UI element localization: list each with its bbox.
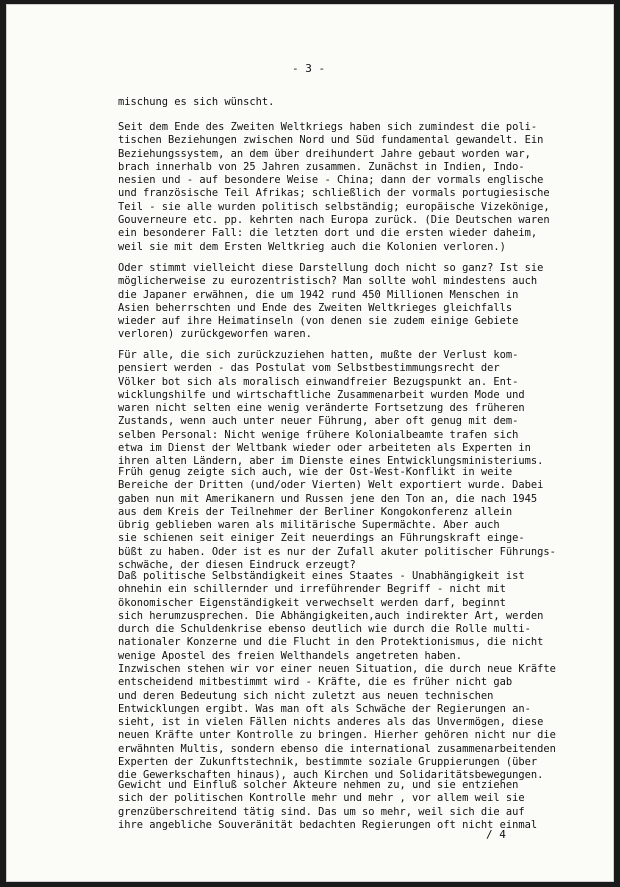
text-line: Oder stimmt vielleicht diese Darstellung doch nicht so ganz? Ist sie <box>118 262 544 274</box>
paragraph <box>118 262 596 342</box>
text-line: brach innerhalb von 25 Jahren zusammen. Zunächst in Indien, Indo- <box>118 160 525 173</box>
paragraph <box>118 349 596 469</box>
text-line: ökonomischer Eigenständigkeit verwechselt werden darf, beginnt <box>118 596 506 609</box>
text-line: selben Personal: Nicht wenige frühere Kolonialbeamte trafen sich <box>118 428 519 441</box>
text-line: ein besonderer Fall: die letzten dort und die ersten wieder daheim, <box>118 227 538 240</box>
text-line: Völker bot sich als moralisch einwandfreier Bezugspunkt an. Ent- <box>118 375 519 388</box>
text-line: entscheidend mitbestimmt wird - Kräfte, die es früher nicht gab <box>118 676 513 689</box>
paragraph <box>118 779 596 832</box>
text-line: Asien beherrschten und Ende des Zweiten Weltkrieges gleichfalls <box>118 301 513 314</box>
continuation-marker: / 4 <box>486 828 506 841</box>
text-line: gaben nun mit Amerikanern und Russen jene den Ton an, die nach 1945 <box>118 492 538 505</box>
text-line: Daß politische Selbständigkeit eines Staates - Unabhängigkeit ist <box>118 570 525 582</box>
text-line: ohnehin ein schillernder und irreführender Begriff - nicht mit <box>118 583 506 596</box>
text-line: und französische Teil Afrikas; schließlich der vormals portugiesische <box>118 187 550 200</box>
text-line: die Japaner erwähnen, die um 1942 rund 450 Millionen Menschen in <box>118 288 519 301</box>
text-line: ihren alten Ländern, aber im Dienste eines Entwicklungsministeriums. <box>118 455 544 468</box>
text-line: nesien und - auf besondere Weise - China; dann der vormals englische <box>118 174 544 187</box>
paragraph <box>118 466 596 572</box>
text-line: Früh genug zeigte sich auch, wie der Ost-West-Konflikt in weite <box>118 466 513 478</box>
text-line: Zustands, wenn auch unter neuer Führung, aber oft genug mit dem- <box>118 415 519 428</box>
paragraph <box>118 121 596 254</box>
document-page <box>6 4 614 882</box>
text-line: Gewicht und Einfluß solcher Akteure nehmen zu, und sie entziehen <box>118 779 519 791</box>
paragraph <box>118 96 596 109</box>
text-line: Experten der Zukunftstechnik, bestimmte soziale Gruppierungen (über <box>118 756 538 769</box>
text-line: die Gewerkschaften hinaus), auch Kirchen und Solidaritätsbewegungen. <box>118 769 544 782</box>
text-line: und deren Bedeutung sich nicht zuletzt aus neuen technischen <box>118 689 494 702</box>
paragraph <box>118 663 596 783</box>
text-line: wieder auf ihre Heimatinseln (von denen sie zudem einige Gebiete <box>118 315 519 328</box>
paragraph <box>118 570 596 663</box>
text-line: grenzüberschreitend tätig sind. Das um so mehr, weil sich die auf <box>118 805 525 818</box>
text-line: ihre angebliche Souveränität bedachten Regierungen oft nicht einmal <box>118 818 538 831</box>
text-line: pensiert werden - das Postulat vom Selbstbestimmungsrecht der <box>118 362 500 375</box>
text-line: Entwicklungen ergibt. Was man oft als Schwäche der Regierungen an- <box>118 702 531 715</box>
text-line: verloren) zurückgeworfen waren. <box>118 328 312 341</box>
text-line: Für alle, die sich zurückzuziehen hatten, mußte der Verlust kom- <box>118 349 519 361</box>
text-line: waren nicht selten eine wenig veränderte Fortsetzung des früheren <box>118 402 525 415</box>
text-line: Seit dem Ende des Zweiten Weltkriegs haben sich zumindest die poli- <box>118 121 538 133</box>
text-line: Bereiche der Dritten (und/oder Vierten) Welt exportiert wurde. Dabei <box>118 479 544 492</box>
text-line: sieht, ist in vielen Fällen nichts anderes als das Unvermögen, diese <box>118 716 544 729</box>
text-line: aus dem Kreis der Teilnehmer der Berliner Kongokonferenz allein <box>118 505 513 518</box>
text-line: sich herumzusprechen. Die Abhängigkeiten,auch indirekter Art, werden <box>118 609 544 622</box>
text-line: möglicherweise zu eurozentristisch? Man sollte wohl mindestens auch <box>118 275 538 288</box>
text-line: wenige Apostel des freien Welthandels angetreten haben. <box>118 649 463 662</box>
text-line: durch die Schuldenkrise ebenso deutlich wie durch die Rolle multi- <box>118 623 531 636</box>
text-line: sich der politischen Kontrolle mehr und mehr , vor allem weil sie <box>118 792 525 805</box>
text-line: nationaler Konzerne und die Flucht in den Protektionismus, die nicht <box>118 636 544 649</box>
text-line: übrig geblieben waren als militärische Supermächte. Aber auch <box>118 519 500 532</box>
text-line: schwäche, der diesen Eindruck erzeugt? <box>118 559 356 572</box>
text-line: sie schienen seit einiger Zeit neuerdings an Führungskraft einge- <box>118 532 525 545</box>
text-line: Inzwischen stehen wir vor einer neuen Situation, die durch neue Kräfte <box>118 663 556 675</box>
text-line: wicklungshilfe und wirtschaftliche Zusammenarbeit wurden Mode und <box>118 388 525 401</box>
text-line: Beziehungssystem, an dem über dreihundert Jahre gebaut worden war, <box>118 147 531 160</box>
text-line: mischung es sich wünscht. <box>118 96 275 108</box>
text-line: tischen Beziehungen zwischen Nord und Süd fundamental gewandelt. Ein <box>118 134 544 147</box>
text-line: Gouverneure etc. pp. kehrten nach Europa zurück. (Die Deutschen waren <box>118 214 550 227</box>
text-line: etwa im Dienst der Weltbank wieder oder arbeiteten als Experten in <box>118 442 531 455</box>
text-line: erwähnten Multis, sondern ebenso die international zusammenarbeitenden <box>118 742 556 755</box>
text-line: weil sie mit dem Ersten Weltkrieg auch die Kolonien verloren.) <box>118 240 506 253</box>
text-line: neuen Kräfte unter Kontrolle zu bringen. Hierher gehören nicht nur die <box>118 729 556 742</box>
text-line: Teil - sie alle wurden politisch selbständig; europäische Vizekönige, <box>118 200 550 213</box>
page-number: - 3 - <box>292 62 326 75</box>
text-line: büßt zu haben. Oder ist es nur der Zufall akuter politischer Führungs- <box>118 545 556 558</box>
